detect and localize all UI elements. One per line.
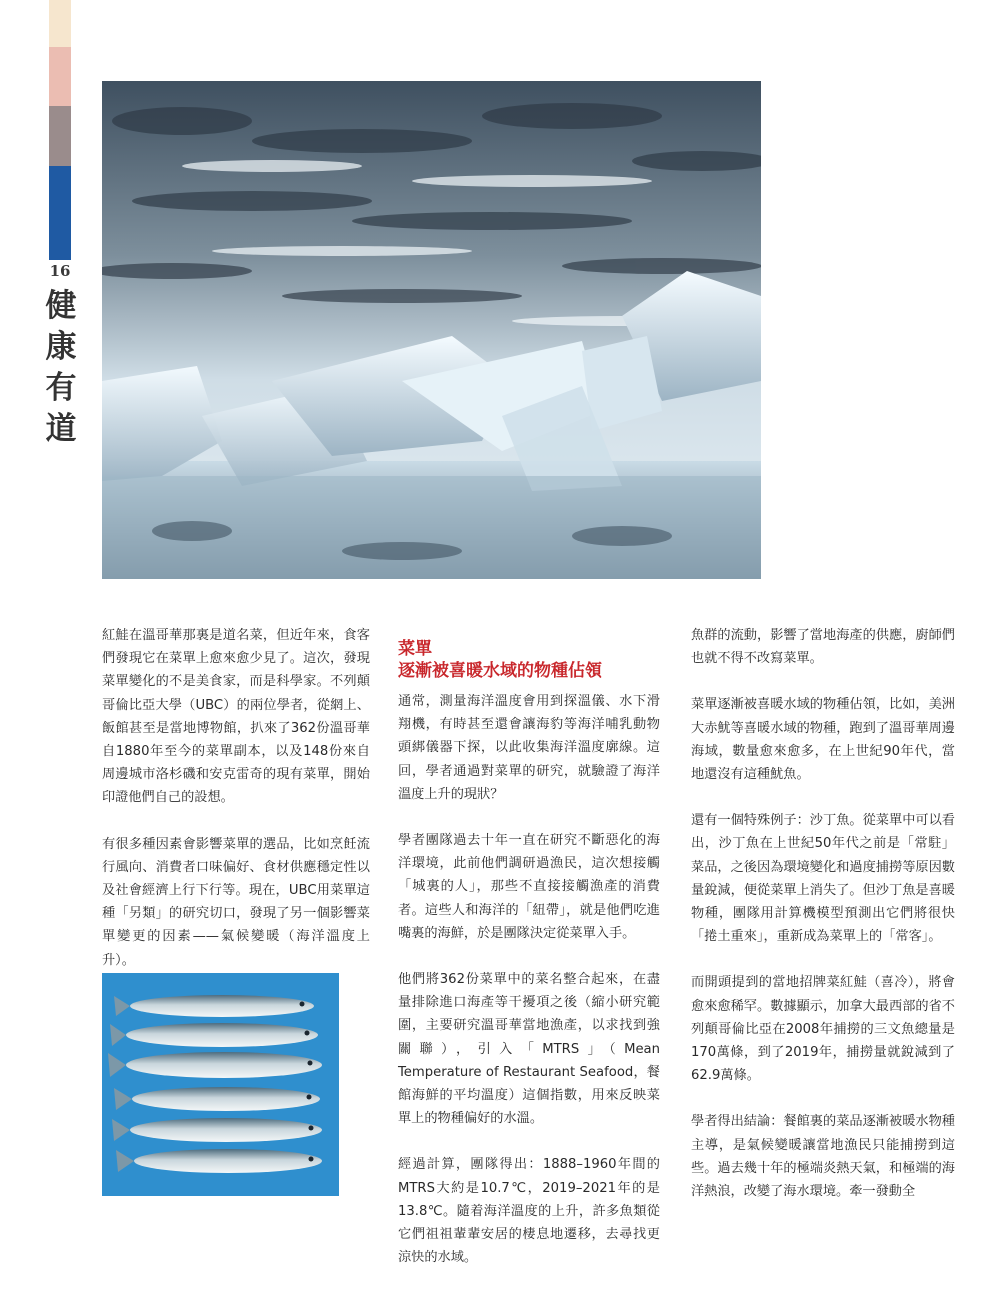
- sidebar-tab-cream: [49, 0, 71, 47]
- paragraph: 菜單逐漸被喜暖水域的物種佔領，比如，美洲大赤魷等喜暖水域的物種，跑到了溫哥華周邊海域，數量愈來愈多，在上世紀90年代，當地還沒有這種魷魚。: [691, 697, 955, 783]
- ice-photo: [102, 81, 761, 579]
- sidebar-tab-blue: [49, 166, 71, 260]
- heading-line-1: 菜單: [398, 639, 432, 659]
- section-title-char: 有: [45, 370, 77, 406]
- article-column-3: [691, 624, 955, 1226]
- section-title: [44, 286, 78, 450]
- paragraph: 有很多種因素會影響菜單的選品，比如烹飪流行風向、消費者口味偏好、食材供應穩定性以及社會經濟上行下行等。現在，UBC用菜單這種「另類」的研究切口，發現了另一個影響菜單變更的因素——氣候變暖（海洋溫度上升）。: [102, 836, 370, 968]
- article-heading: [398, 638, 668, 682]
- page-number: 16: [49, 262, 71, 280]
- sardines-photo: [102, 973, 339, 1196]
- article-column-2: [398, 690, 660, 1292]
- heading-line-2: 逐漸被喜暖水域的物種佔領: [398, 661, 602, 681]
- article-column-1: [102, 624, 370, 995]
- paragraph: 學者得出結論：餐館裏的菜品逐漸被暖水物種主導，是氣候變暖讓當地漁民只能捕撈到這些。過去幾十年的極端炎熱天氣，和極端的海洋熱浪，改變了海水環境。牽一發動全: [691, 1114, 955, 1200]
- sidebar-tab-pink: [49, 47, 71, 106]
- paragraph: 通常，測量海洋溫度會用到探溫儀、水下滑翔機，有時甚至還會讓海豹等海洋哺乳動物頭綁儀器下探，以此收集海洋溫度廓線。這回，學者通過對菜單的研究，就驗證了海洋溫度上升的現狀？: [398, 694, 660, 802]
- paragraph: 而開頭提到的當地招牌菜紅鮭（喜冷），將會愈來愈稀罕。數據顯示，加拿大最西部的省不列顛哥倫比亞在2008年捕撈的三文魚總量是170萬條，到了2019年，捕撈量就銳減到了62.9萬條。: [691, 975, 955, 1084]
- paragraph: 紅鮭在溫哥華那裏是道名菜，但近年來，食客們發現它在菜單上愈來愈少見了。這次，發現菜單變化的不是美食家，而是科學家。不列顛哥倫比亞大學（UBC）的兩位學者，從網上、飯館甚至是當地博物館，扒來了362份溫哥華自1880年至今的菜單副本，以及148份來自周邊城市洛杉磯和安克雷奇的現有菜單，開始印證他們自己的設想。: [102, 628, 370, 806]
- sidebar-tab-gray: [49, 106, 71, 166]
- paragraph: 魚群的流動，影響了當地海產的供應，廚師們也就不得不改寫菜單。: [691, 628, 955, 667]
- section-title-char: 康: [45, 329, 77, 365]
- paragraph: 經過計算，團隊得出：1888–1960年間的MTRS大約是10.7℃，2019–2021年的是13.8℃。隨着海洋溫度的上升，許多魚類從它們祖祖輩輩安居的棲息地遷移，去尋找更涼快的水域。: [398, 1157, 660, 1266]
- section-title-char: 道: [45, 411, 77, 447]
- paragraph: 他們將362份菜單中的菜名整合起來，在盡量排除進口海產等干擾項之後（縮小研究範圍，主要研究溫哥華當地漁產，以求找到強關聯），引入「MTRS」（Mean Temperature of Restaurant Seafood，餐館海鮮的平均溫度）這個指數，用來反映菜單上的物種偏好的水溫。: [398, 972, 660, 1127]
- paragraph: 學者團隊過去十年一直在研究不斷惡化的海洋環境，此前他們調研過漁民，這次想接觸「城裏的人」，那些不直接接觸漁產的消費者。這些人和海洋的「紐帶」，就是他們吃進嘴裏的海鮮，於是團隊決定從菜單入手。: [398, 833, 660, 941]
- paragraph: 還有一個特殊例子：沙丁魚。從菜單中可以看出，沙丁魚在上世紀50年代之前是「常駐」菜品，之後因為環境變化和過度捕撈等原因數量銳減，便從菜單上消失了。但沙丁魚是喜暖物種，團隊用計算機模型預測出它們將很快「捲土重來」，重新成為菜單上的「常客」。: [691, 813, 955, 945]
- section-title-char: 健: [45, 288, 77, 324]
